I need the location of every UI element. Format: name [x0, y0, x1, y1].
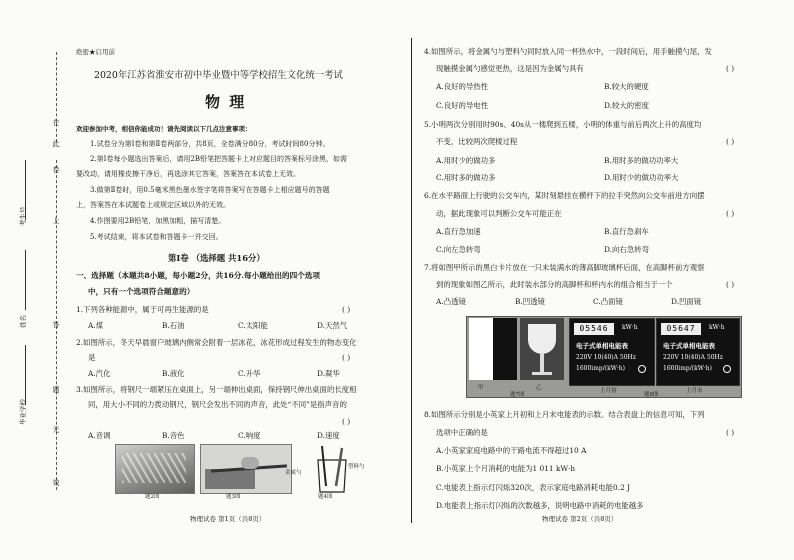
q7-paren: ( ): [726, 280, 735, 289]
figure-8-caption: 题8图: [644, 392, 659, 398]
q5-stem: 5.小明两次分别用时90s、40s从一楼爬到五楼，小明的体重与前后两次上升的高度均: [424, 120, 702, 129]
q8-option-c: C.电能表上指示灯闪烁320次，表示家庭电路消耗电能0.2 J: [436, 483, 631, 492]
left-footer: 物理试卷 第1页（共8页）: [190, 515, 266, 523]
q3-option-d: D.速度: [317, 431, 340, 440]
meter-start-of-month: [569, 318, 655, 386]
meter-2-reading: 05647: [661, 323, 701, 335]
q6-option-c: C.向左急转弯: [436, 245, 481, 254]
name-blank: [25, 250, 26, 310]
q6-stem: 6.在水平路面上行驶的公交车内，某时刻悬挂在横杆下的拉手突然向公交车前进方向摆: [424, 191, 705, 200]
meter-2-unit: kW·h: [709, 324, 725, 331]
meter-2-spec-1: 220V 10(40)A 50Hz: [663, 354, 723, 361]
figure-7-label-b: 乙: [536, 385, 542, 391]
section-title: 第Ⅰ卷 （选择题 共16分）: [168, 253, 265, 263]
q2-paren: ( ): [342, 353, 351, 362]
q7-option-d: D.凹面镜: [671, 297, 702, 306]
figure-2-caption: 题2图: [145, 494, 160, 500]
q4-stem-2: 现触摸金属勺感觉更热，这是因为金属勺具有: [436, 64, 584, 73]
q3-stem: 3.如图所示，将钢尺一端紧压在桌面上，另一端伸出桌面，保持钢尺伸出桌面的长度相: [76, 385, 357, 394]
q7-stem-2: 到的现象如图乙所示，此时装水部分的高脚杯和杯内水的组合相当于一个: [436, 280, 673, 289]
q3-option-b: B.音色: [162, 431, 185, 440]
figure-7-caption: 题7图: [510, 392, 525, 398]
q1-option-d: D.天然气: [317, 321, 348, 330]
meter-1-unit: kW·h: [622, 324, 638, 331]
meter-1-caption: 上月初: [600, 388, 617, 394]
note-5: 上，答案答在本试题卷上或规定区域以外的无效。: [76, 201, 230, 209]
meter-1-name: 电子式单相电能表: [576, 342, 628, 350]
note-1: 1.试卷分为第Ⅰ卷和第Ⅱ卷两部分，共8页，全卷满分80分，考试时间80分钟。: [90, 140, 330, 148]
note-2: 2.第Ⅰ卷每小题选出答案后，请用2B铅笔把答题卡上对应题目的答案标号涂黑，如需: [90, 155, 348, 163]
note-4: 3.做第Ⅱ卷时，用0.5毫米黑色墨水签字笔将答案写在答题卡上相应题号的答题: [90, 186, 330, 194]
figure-4-label-plastic: 塑料勺: [348, 464, 365, 470]
figure-7-label-a: 甲: [478, 385, 484, 391]
figure-3-ruler: [200, 444, 292, 494]
meter-2-spec-2: 1600imp/(kW·h): [663, 365, 712, 372]
q1-option-a: A.煤: [88, 321, 104, 330]
page-divider: [411, 38, 412, 523]
binding-line-top: [56, 52, 57, 142]
card-black-half: [493, 318, 517, 380]
margin-char-2: 此: [52, 140, 60, 148]
q7-stem: 7.将如图甲所示的黑白卡片放在一只未装满水的薄高脚玻璃杯后面，在高脚杯前方观察: [424, 263, 705, 272]
margin-char-7: 无: [52, 426, 60, 434]
margin-char-8: 效: [52, 479, 60, 487]
q3-stem-2: 同，用大小不同的力拨动钢尺，钢尺会发出不同的声音，此处“不同”是指声音的: [88, 400, 347, 409]
name-label: 姓名: [19, 315, 27, 328]
q7-option-b: B.凹透镜: [515, 297, 545, 306]
meter-2-name: 电子式单相电能表: [663, 342, 715, 350]
q5-stem-2: 不变，比较两次爬楼过程: [436, 137, 518, 146]
hand-shape: [241, 457, 259, 469]
goblet-stem: [540, 354, 544, 372]
q1-option-b: B.石油: [162, 321, 185, 330]
q8-option-b: B.小英家上个月消耗的电能为1 011 kW·h: [436, 464, 576, 473]
meter-1-spec-1: 220V 10(40)A 50Hz: [576, 354, 636, 361]
plastic-spoon: [336, 448, 342, 486]
note-7: 5.考试结束，将本试卷和答题卡一并交回。: [90, 233, 223, 241]
q1-stem: 1.下列各种能源中，属于可再生能源的是: [76, 305, 209, 314]
q8-stem: 8.如图所示分别是小英家上月初和上月末电能表的示数。结合表盘上的信息可知，下列: [424, 410, 705, 419]
q6-option-b: B.直行急刹车: [604, 227, 649, 236]
q3-paren: ( ): [342, 417, 351, 426]
metal-spoon: [322, 446, 326, 486]
meter-1-indicator-icon: [638, 365, 646, 373]
meter-2-indicator-icon: [723, 365, 731, 373]
figure-7-goblet: [520, 318, 564, 380]
figure-2-frost-window: [115, 444, 195, 494]
margin-char-4: 上: [52, 217, 60, 225]
figure-4-caption: 题4图: [318, 494, 333, 500]
q8-paren: ( ): [726, 428, 735, 437]
candidate-number-label: 考生号: [19, 206, 27, 226]
part-heading-2: 中，只有一个选项符合题意的）: [88, 287, 195, 296]
margin-char-3: 卷: [52, 166, 60, 174]
q3-option-a: A.音调: [88, 431, 111, 440]
meter-1-reading: 05546: [574, 323, 614, 335]
subject-title: 物 理: [205, 93, 247, 111]
q2-option-a: A.汽化: [88, 369, 111, 378]
q4-option-a: A.良好的导热性: [436, 82, 489, 91]
q6-stem-2: 动，据此现象可以判断公交车可能正在: [436, 209, 562, 218]
note-3: 要改动，请用橡皮擦干净后，再选涂其它答案，答案答在本试卷上无效。: [76, 170, 300, 178]
cup-outline: [318, 460, 346, 492]
notice-heading: 欢迎参加中考，相信你能成功！请先阅读以下几点注意事项：: [76, 125, 252, 133]
note-6: 4.作图要用2B铅笔，加黑加粗，描写清楚。: [90, 217, 226, 225]
q5-option-c: C.用时多的做功多: [436, 173, 496, 182]
q4-option-b: B.较大的硬度: [604, 82, 649, 91]
margin-char-1: 在: [52, 119, 60, 127]
q2-option-c: C.升华: [238, 369, 261, 378]
q8-option-d: D.电能表上指示灯闪烁的次数越多，说明电路中消耗的电能越多: [436, 501, 644, 510]
q7-option-a: A.凸透镜: [436, 297, 466, 306]
q5-option-d: D.用时少的做功功率大: [604, 173, 679, 182]
exam-title: 2020年江苏省淮安市初中毕业暨中等学校招生文化统一考试: [94, 70, 343, 81]
goblet-base: [532, 372, 552, 375]
meter-end-of-month: [656, 318, 740, 386]
q4-option-d: D.较大的密度: [604, 101, 649, 110]
q8-stem-2: 选项中正确的是: [436, 428, 488, 437]
figure-3-caption: 题3图: [226, 494, 241, 500]
q2-stem-2: 是: [88, 353, 96, 362]
frost-pattern: [122, 453, 186, 483]
q5-option-b: B.用时多的做功功率大: [604, 156, 679, 165]
q6-option-d: D.向右急转弯: [604, 245, 649, 254]
q5-option-a: A.用时少的做功多: [436, 156, 496, 165]
goblet-bowl: [528, 324, 556, 354]
q1-paren: ( ): [342, 305, 351, 314]
q2-stem: 2.如图所示，冬天早晨窗户玻璃内侧常会附着一层冰花，冰花形成过程发生的物态变化: [76, 338, 357, 347]
right-footer: 物理试卷 第2页（共8页）: [542, 515, 618, 523]
meter-1-spec-2: 1600imp/(kW·h): [576, 365, 625, 372]
q8-option-a: A.小英家家庭电路中的干路电流不得超过10 A: [436, 446, 587, 455]
q1-option-c: C.太阳能: [238, 321, 268, 330]
part-heading-1: 一、选择题（本题共8小题，每小题2分，共16分.每小题给出的四个选项: [76, 271, 320, 280]
meter-2-caption: 上月末: [686, 388, 703, 394]
q6-paren: ( ): [726, 209, 735, 218]
school-blank: [25, 345, 26, 405]
q3-option-c: C.响度: [238, 431, 261, 440]
figure-7-card: [469, 318, 517, 380]
q7-option-c: C.凸面镜: [593, 297, 623, 306]
secret-label: 绝密★启用前: [76, 48, 115, 56]
q5-paren: ( ): [726, 137, 735, 146]
q4-stem: 4.如图所示，将金属勺与塑料勺同时放入同一杯热水中，一段时间后，用手触摸勺尾，发: [424, 47, 712, 56]
q4-paren: ( ): [726, 64, 735, 73]
figure-4-label-metal: 金属勺: [285, 470, 302, 476]
margin-char-5: 答: [52, 321, 60, 329]
q2-option-d: D.凝华: [317, 369, 340, 378]
margin-char-6: 题: [52, 386, 60, 394]
school-label: 毕业学校: [19, 399, 27, 425]
q2-option-b: B.液化: [162, 369, 185, 378]
candidate-number-blank: [25, 160, 26, 220]
q6-option-a: A.直行急加速: [436, 227, 481, 236]
q4-option-c: C.良好的导电性: [436, 101, 489, 110]
